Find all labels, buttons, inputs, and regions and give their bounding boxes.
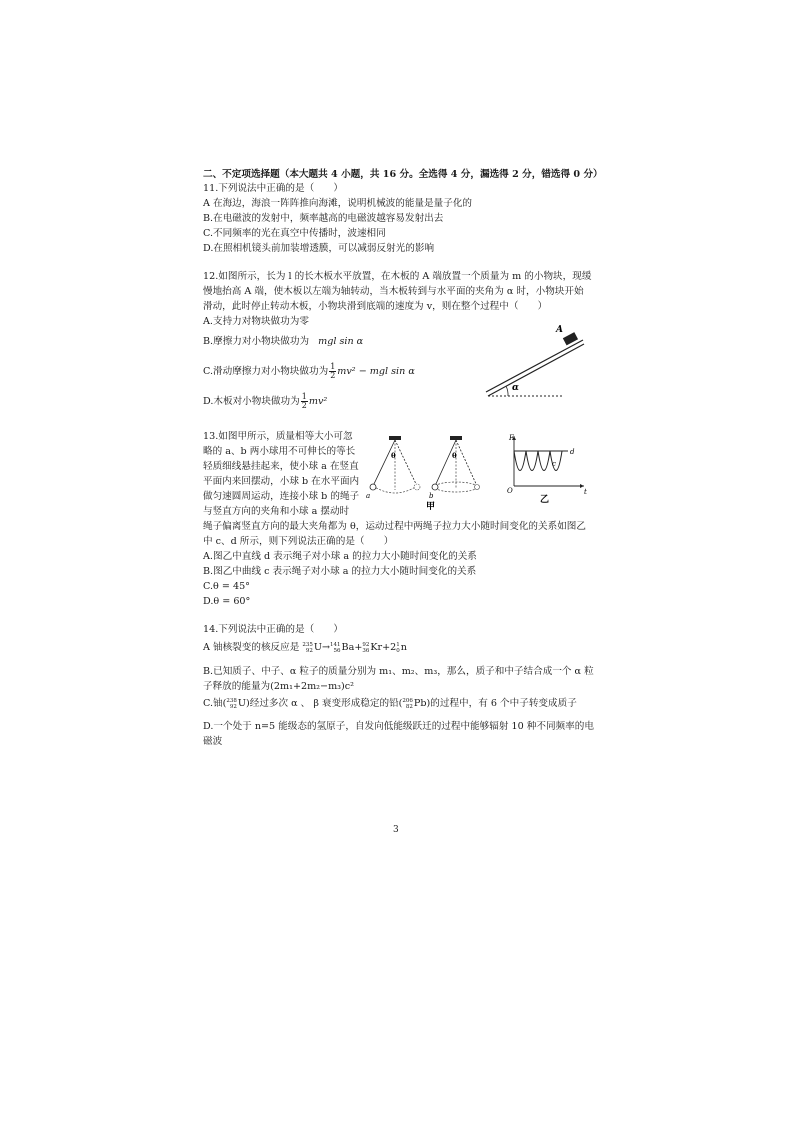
label-ball-b: b: [429, 492, 434, 500]
q12-option-d: [203, 393, 327, 410]
q14-option-d-line2: 磁波: [203, 736, 223, 747]
ceiling-mount-b: [450, 436, 462, 440]
caption-jia: 甲: [426, 502, 436, 512]
rope-a-left: [373, 440, 395, 486]
q12-option-c-formula: mv² − mgl sin α: [337, 366, 415, 377]
q12-stem-line1: 12.如图所示，长为 l 的长木板水平放置，在木板的 A 端放置一个质量为 m 的小物块，现缓: [203, 271, 592, 282]
label-origin: O: [507, 487, 513, 495]
ball-a-ghost: [414, 484, 420, 490]
q12-incline-figure: [478, 320, 588, 400]
rope-b-ghost: [456, 440, 477, 486]
q14-option-a: A 铀核裂变的核反应是 235 92 U→ 141 56 Ba+ 92 36 Kr+2 1 0 n: [203, 641, 407, 654]
q13-line6: 与竖直方向的夹角和小球 a 摆动时: [203, 506, 350, 517]
q14-option-b-line1: B.已知质子、中子、α 粒子的质量分别为 m₁、m₂、m₃，那么，质子和中子结合成一个 α 粒: [203, 666, 594, 677]
q12-option-c-fraction: $\frac{1}{2}$: [330, 362, 336, 380]
q12-option-d-text: D.木板对小物块做功为: [203, 396, 300, 407]
q13-option-b: B.图乙中曲线 c 表示绳子对小球 a 的拉力大小随时间变化的关系: [203, 566, 477, 577]
nuclide-pb206-numbers: 206 82: [402, 697, 413, 710]
q14-stem: 14.下列说法中正确的是（ ）: [203, 624, 343, 635]
board-top-edge: [486, 340, 583, 392]
nuclide-u238-symbol: U: [237, 698, 246, 709]
ball-b-ghost: [475, 485, 480, 490]
label-ball-a: a: [366, 492, 371, 500]
q14-option-c: [203, 697, 577, 710]
label-alpha: α: [512, 383, 519, 393]
q13-line5: 做匀速圆周运动，连接小球 b 的绳子: [203, 491, 360, 502]
q14-option-c-mid: )经过多次 α 、 β 衰变形成稳定的铅(: [245, 698, 403, 709]
label-d: d: [570, 448, 575, 456]
q13-figure-yi: [500, 430, 590, 510]
caption-yi: 乙: [540, 495, 550, 505]
neutron-symbol: n: [400, 642, 407, 653]
page-number: 3: [393, 825, 399, 835]
reaction-arrow: →: [321, 642, 331, 653]
ball-a: [370, 484, 376, 490]
q12-option-c-text: C.滑动摩擦力对小物块做功为: [203, 366, 329, 377]
theta-label-b: θ: [452, 451, 457, 460]
q14-option-b-line2: 子释放的能量为(2m₁+2m₂−m₃)c²: [203, 681, 354, 692]
q12-stem-line2: 慢地抬高 A 端，使木板以左端为轴转动，当木板转到与水平面的夹角为 α 时，小物块开始: [203, 286, 584, 297]
q14-option-c-prefix: C.铀(: [203, 698, 227, 709]
theta-label-a: θ: [391, 451, 396, 460]
label-t: t: [584, 488, 587, 496]
label-c: c: [552, 460, 556, 468]
q12-stem-line3: 滑动，此时停止转动木板，小物块滑到底端的速度为 v，则在整个过程中（ ）: [203, 301, 548, 312]
label-f: F: [509, 434, 514, 442]
section-heading: 二、不定项选择题（本大题共 4 小题，共 16 分。全选得 4 分，漏选得 2 分，错选得 0 分）: [203, 169, 603, 180]
neutron-numbers: 1 0: [396, 641, 400, 654]
q12-option-b-formula: mgl sin α: [318, 336, 364, 347]
q13-figure-jia: [362, 432, 497, 512]
q13-line8: 中 c、d 所示，则下列说法正确的是（ ）: [203, 536, 394, 547]
q12-option-c: [203, 363, 415, 380]
q14-option-a-prefix: A 铀核裂变的核反应是: [203, 642, 300, 653]
q14-option-d-line1: D.一个处于 n=5 能级态的氢原子，自发向低能级跃迁的过程中能够辐射 10 种不同频率的电: [203, 721, 594, 732]
q11-option-c: C.不同频率的光在真空中传播时，波速相同: [203, 228, 386, 239]
q11-option-d: D.在照相机镜头前加装增透膜，可以减弱反射光的影响: [203, 243, 435, 254]
q12-option-d-fraction: $\frac{1}{2}$: [301, 392, 307, 410]
nuclide-u238-numbers: 238 92: [226, 697, 237, 710]
nuclide-u235-numbers: 235 92: [302, 641, 313, 654]
angle-arc: [506, 386, 508, 396]
q13-option-a: A.图乙中直线 d 表示绳子对小球 a 的拉力大小随时间变化的关系: [203, 551, 477, 562]
nuclide-kr92-symbol: Kr: [370, 642, 383, 653]
nuclide-ba141-symbol: Ba: [341, 642, 355, 653]
q12-option-a: A.支持力对物块做功为零: [203, 316, 309, 327]
q14-option-c-tail: )的过程中，有 6 个中子转变成质子: [426, 698, 577, 709]
ceiling-mount-a: [389, 436, 401, 440]
ball-b: [432, 484, 438, 490]
label-a: A: [556, 325, 563, 335]
rope-a-right: [395, 440, 417, 486]
q13-line4: 平面内来回摆动，小球 b 在水平面内: [203, 476, 360, 487]
q12-option-d-formula: mv²: [308, 396, 328, 407]
q11-option-b: B.在电磁波的发射中，频率越高的电磁波越容易发射出去: [203, 213, 444, 224]
q13-line7: 绳子偏离竖直方向的最大夹角都为 θ，运动过程中两绳子拉力大小随时间变化的关系如图乙: [203, 521, 586, 532]
q13-option-d: D.θ = 60°: [203, 596, 251, 607]
q11-stem: 11.下列说法中正确的是（ ）: [203, 183, 343, 194]
q12-option-b: [203, 335, 363, 348]
q13-line3: 轻质细线悬挂起来，使小球 a 在竖直: [203, 461, 359, 472]
q11-option-a: A 在海边，海浪一阵阵推向海滩，说明机械波的能量是量子化的: [203, 198, 473, 209]
q13-option-c: C.θ = 45°: [203, 581, 250, 592]
rope-b: [435, 440, 456, 486]
q13-line2: 略的 a、b 两小球用不可伸长的等长: [203, 446, 356, 457]
q13-line1: 13.如图甲所示，质量相等大小可忽: [203, 431, 353, 442]
neutron-coefficient: +2: [382, 642, 397, 653]
board-bottom-edge: [488, 344, 584, 396]
nuclide-pb206-symbol: Pb: [413, 698, 427, 709]
nuclide-u235-symbol: U: [313, 642, 322, 653]
nuclide-ba141-numbers: 141 56: [330, 641, 341, 654]
nuclide-kr92-numbers: 92 36: [362, 641, 370, 654]
q12-option-b-text: B.摩擦力对小物块做功为: [203, 336, 310, 347]
